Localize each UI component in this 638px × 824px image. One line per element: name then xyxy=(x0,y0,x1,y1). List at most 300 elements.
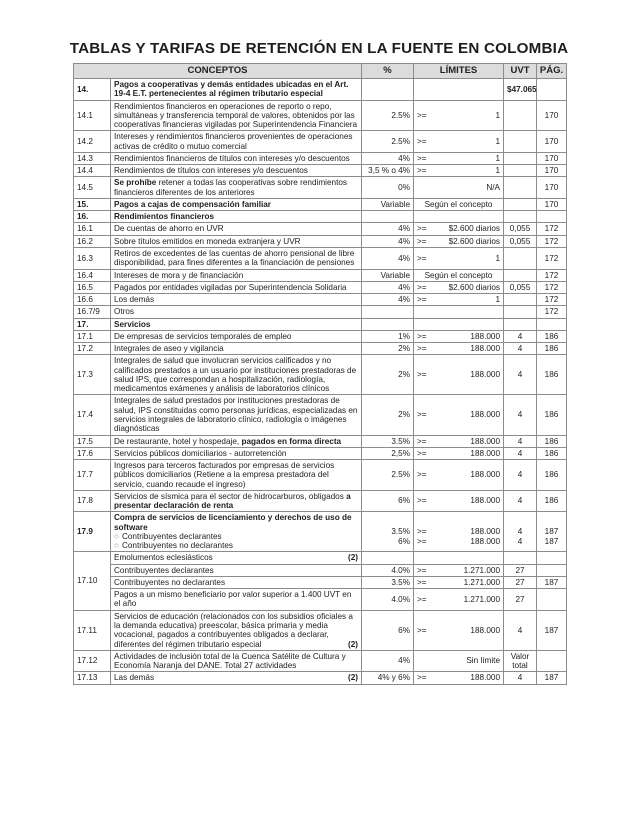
row-pct: 6% xyxy=(362,490,414,512)
limit-cell xyxy=(414,306,504,318)
row-pct: 2% xyxy=(362,395,414,435)
row-pag: 186 xyxy=(537,435,567,447)
limit-row xyxy=(417,537,500,546)
table-row xyxy=(74,395,567,435)
row-pct: 6% xyxy=(362,610,414,650)
row-uvt: 27 xyxy=(504,576,537,588)
row-code: 16.4 xyxy=(74,269,111,281)
concept-text: De empresas de servicios temporales de empleo xyxy=(114,331,292,341)
row-code: 16.7/9 xyxy=(74,306,111,318)
row-uvt: 27 xyxy=(504,589,537,611)
row-concept xyxy=(111,552,362,564)
row-pag: 172 xyxy=(537,294,567,306)
limit-value: $2.600 diarios xyxy=(448,282,501,292)
row-code: 16.2 xyxy=(74,235,111,247)
limit-row xyxy=(417,578,500,587)
limit-operator: >= xyxy=(417,253,427,263)
row-uvt: 4 xyxy=(504,490,537,512)
row-concept xyxy=(111,211,362,223)
row-pag: 172 xyxy=(537,235,567,247)
row-uvt: 0,055 xyxy=(504,223,537,235)
table-row xyxy=(74,131,567,153)
limit-value: 1 xyxy=(495,295,501,305)
limit-value: 188.000 xyxy=(470,536,501,546)
concept-text: Ingresos para terceros facturados por empresas de servicios públicos domiciliarios (Retiene a la empresa prestadora del servicio, cuando recaude el ingreso) xyxy=(114,461,335,489)
limit-cell xyxy=(414,235,504,247)
row-concept xyxy=(111,223,362,235)
row-uvt xyxy=(504,318,537,330)
table-row xyxy=(74,223,567,235)
concept-text: Rendimientos financieros en operaciones de reporto o repo, simultáneas y transferencia temporal de valores, obtenidos por las cooperativas financieras vigiladas por Superintendencia Financiera xyxy=(114,101,358,130)
pag-spacer xyxy=(540,518,563,527)
table-row xyxy=(74,650,567,672)
limit-row xyxy=(417,673,500,682)
row-pct: 2% xyxy=(362,355,414,395)
table-row xyxy=(74,100,567,131)
row-code: 17.12 xyxy=(74,650,111,672)
limit-value: 188.000 xyxy=(470,436,501,446)
row-pag xyxy=(537,512,567,552)
limit-operator: >= xyxy=(417,594,427,604)
limit-operator: >= xyxy=(417,536,427,546)
row-pag: 187 xyxy=(537,576,567,588)
row-concept xyxy=(111,100,362,131)
table-row xyxy=(74,294,567,306)
sub-item-label: Contribuyentes no declarantes xyxy=(121,541,234,551)
row-concept xyxy=(111,318,362,330)
limit-operator: >= xyxy=(417,496,427,506)
row-concept: Contribuyentes declarantes xyxy=(111,564,362,576)
concept-text: Pagos a cooperativas y demás entidades ubicadas en el Art. 19-4 E.T. pertenecientes al régimen tributario especial xyxy=(114,80,349,99)
row-uvt xyxy=(504,247,537,269)
header-pct: % xyxy=(362,64,414,79)
row-code: 17.7 xyxy=(74,460,111,491)
row-uvt xyxy=(504,552,537,564)
row-pag: 186 xyxy=(537,355,567,395)
row-code: 17.5 xyxy=(74,435,111,447)
concept-text: Pagos a cajas de compensación familiar xyxy=(114,199,271,209)
sub-item xyxy=(114,541,358,550)
row-pct: Variable xyxy=(362,269,414,281)
table-header-row xyxy=(74,64,567,79)
row-pag: 170 xyxy=(537,100,567,131)
row-pct xyxy=(362,79,414,101)
row-uvt: 0,055 xyxy=(504,281,537,293)
row-pag: 186 xyxy=(537,460,567,491)
limit-row xyxy=(417,410,500,419)
row-pag: 172 xyxy=(537,281,567,293)
limit-cell xyxy=(414,610,504,650)
limit-row xyxy=(417,283,500,292)
limit-value: 188.000 xyxy=(470,625,501,635)
row-pct: 4% xyxy=(362,247,414,269)
concept-text: Rendimientos financieros de títulos con intereses y/o descuentos xyxy=(114,153,350,163)
limit-operator: >= xyxy=(417,448,427,458)
row-code: 14.2 xyxy=(74,131,111,153)
row-pct xyxy=(362,306,414,318)
row-pct xyxy=(362,552,414,564)
limit-cell: Según el concepto xyxy=(414,269,504,281)
row-code: 16. xyxy=(74,211,111,223)
limit-cell xyxy=(414,564,504,576)
limit-row xyxy=(417,154,500,163)
row-uvt: $47.065 xyxy=(504,79,537,101)
limit-value: 188.000 xyxy=(470,527,501,537)
limit-value: 1 xyxy=(495,253,501,263)
limit-cell xyxy=(414,281,504,293)
row-uvt: 4 xyxy=(504,395,537,435)
concept-bold-text: Compra de servicios de licenciamiento y derechos de uso de software xyxy=(114,513,352,532)
table-row xyxy=(74,343,567,355)
row-concept xyxy=(111,672,362,684)
concept-text: Sobre títulos emitidos en moneda extranjera y UVR xyxy=(114,236,301,246)
table-row xyxy=(74,672,567,684)
row-code: 17.11 xyxy=(74,610,111,650)
limit-row xyxy=(417,137,500,146)
limit-operator: >= xyxy=(417,153,427,163)
limit-operator: >= xyxy=(417,295,427,305)
limit-value: 1.271.000 xyxy=(463,594,501,604)
row-pag xyxy=(537,552,567,564)
row-concept xyxy=(111,395,362,435)
limit-cell xyxy=(414,343,504,355)
row-pag: 186 xyxy=(537,395,567,435)
row-pct: 4% xyxy=(362,152,414,164)
row-concept xyxy=(111,152,362,164)
row-uvt: 4 xyxy=(504,447,537,459)
page-title: TABLAS Y TARIFAS DE RETENCIÓN EN LA FUENTE EN COLOMBIA xyxy=(69,40,569,57)
row-code: 16.1 xyxy=(74,223,111,235)
limit-row xyxy=(417,237,500,246)
limit-cell xyxy=(414,100,504,131)
concept-text: Rendimientos financieros xyxy=(114,212,215,222)
row-concept xyxy=(111,490,362,512)
limit-operator: >= xyxy=(417,370,427,380)
limit-cell xyxy=(414,152,504,164)
row-pct xyxy=(362,318,414,330)
limit-operator: >= xyxy=(417,527,427,537)
row-code: 16.3 xyxy=(74,247,111,269)
table-row xyxy=(74,576,567,588)
row-uvt xyxy=(504,306,537,318)
table-row xyxy=(74,281,567,293)
header-pag: PÁG. xyxy=(537,64,567,79)
row-pag: 172 xyxy=(537,306,567,318)
limit-row xyxy=(417,254,500,263)
row-pct: 4% xyxy=(362,294,414,306)
row-concept xyxy=(111,281,362,293)
row-uvt xyxy=(504,131,537,153)
limit-cell xyxy=(414,650,504,672)
limit-cell xyxy=(414,177,504,199)
limit-operator: >= xyxy=(417,136,427,146)
row-code: 16.5 xyxy=(74,281,111,293)
row-concept xyxy=(111,294,362,306)
row-code: 17. xyxy=(74,318,111,330)
row-uvt xyxy=(504,177,537,199)
limit-row xyxy=(417,437,500,446)
limit-value: 1.271.000 xyxy=(463,577,501,587)
table-row xyxy=(74,460,567,491)
row-pct xyxy=(362,211,414,223)
row-pct: 0% xyxy=(362,177,414,199)
concept-note: (2) xyxy=(348,639,359,649)
row-pag xyxy=(537,211,567,223)
row-concept xyxy=(111,512,362,552)
concept-bold-text: pagados en forma directa xyxy=(241,436,342,446)
limit-value: 188.000 xyxy=(470,470,501,480)
row-uvt xyxy=(504,294,537,306)
limit-operator: >= xyxy=(417,436,427,446)
table-row xyxy=(74,512,567,552)
concept-note: (2) xyxy=(348,553,359,563)
concept-text: Integrales de salud prestados por instituciones prestadoras de salud, IPS constituidas como personas jurídicas, especializadas en servicios integrales de laboratorio clínico, radiología o imágenes diagnósticas xyxy=(114,396,358,434)
limit-operator: >= xyxy=(417,410,427,420)
row-code: 16.6 xyxy=(74,294,111,306)
limit-row xyxy=(417,111,500,120)
limit-operator: >= xyxy=(417,110,427,120)
limit-operator: >= xyxy=(417,236,427,246)
limit-cell xyxy=(414,552,504,564)
concept-text: Emolumentos eclesiásticos xyxy=(114,553,213,563)
row-concept xyxy=(111,235,362,247)
row-uvt: 4 xyxy=(504,610,537,650)
row-pct: 2.5% xyxy=(362,131,414,153)
table-row xyxy=(74,330,567,342)
row-pag: 170 xyxy=(537,177,567,199)
row-concept xyxy=(111,131,362,153)
limit-cell xyxy=(414,330,504,342)
header-limites: LÍMITES xyxy=(414,64,504,79)
concept-text: Pagados por entidades vigiladas por Superintendencia Solidaria xyxy=(114,282,347,292)
pct-value: 3.5% xyxy=(391,527,411,537)
limit-operator: >= xyxy=(417,224,427,234)
concept-text: Rendimientos de títulos con intereses y/o descuentos xyxy=(114,166,308,176)
table-row xyxy=(74,552,567,564)
row-concept xyxy=(111,330,362,342)
row-uvt: 4 xyxy=(504,355,537,395)
limit-value: 188.000 xyxy=(470,448,501,458)
limit-value: 188.000 xyxy=(470,344,501,354)
table-row xyxy=(74,447,567,459)
row-uvt: 4 xyxy=(504,343,537,355)
limit-value: 188.000 xyxy=(470,673,501,683)
limit-value: 1.271.000 xyxy=(463,565,501,575)
row-pct: 3.5% xyxy=(362,435,414,447)
concept-bold-text: Se prohíbe xyxy=(114,178,157,188)
row-concept xyxy=(111,198,362,210)
table-row xyxy=(74,247,567,269)
concept-text: Retiros de excedentes de las cuentas de ahorro pensional de libre disponibilidad, para fines diferentes a la financiación de pensiones xyxy=(114,248,355,268)
table-row xyxy=(74,211,567,223)
limit-cell xyxy=(414,395,504,435)
row-code: 17.13 xyxy=(74,672,111,684)
table-row xyxy=(74,198,567,210)
limit-row xyxy=(417,595,500,604)
row-code: 14.4 xyxy=(74,165,111,177)
limit-spacer xyxy=(417,518,500,527)
table-row xyxy=(74,177,567,199)
concept-text: Intereses de mora y de financiación xyxy=(114,270,244,280)
limit-row xyxy=(417,166,500,175)
concept-text: De restaurante, hotel y hospedaje, xyxy=(114,436,242,446)
concept-text: Los demás xyxy=(114,295,155,305)
row-concept: Pagos a un mismo beneficiario por valor superior a 1.400 UVT en el año xyxy=(111,589,362,611)
row-uvt: 4 xyxy=(504,435,537,447)
row-pag: 187 xyxy=(537,610,567,650)
limit-row xyxy=(417,344,500,353)
row-concept xyxy=(111,269,362,281)
row-pag xyxy=(537,564,567,576)
row-pct: 4% xyxy=(362,223,414,235)
limit-row xyxy=(417,224,500,233)
limit-cell xyxy=(414,79,504,101)
row-concept xyxy=(111,343,362,355)
retention-table xyxy=(73,63,567,685)
concept-text: Integrales de aseo y vigilancia xyxy=(114,344,224,354)
concept-text: De cuentas de ahorro en UVR xyxy=(114,224,224,234)
limit-value: 1 xyxy=(495,166,501,176)
row-pag: 186 xyxy=(537,490,567,512)
row-pag: 186 xyxy=(537,330,567,342)
table-row xyxy=(74,355,567,395)
header-conceptos: CONCEPTOS xyxy=(74,64,362,79)
row-pct: 4% xyxy=(362,281,414,293)
concept-text: Otros xyxy=(114,307,135,317)
table-body xyxy=(74,79,567,685)
limit-row xyxy=(417,626,500,635)
limit-operator: >= xyxy=(417,565,427,575)
limit-value: 188.000 xyxy=(470,410,501,420)
row-pag: 186 xyxy=(537,447,567,459)
limit-row xyxy=(417,295,500,304)
row-uvt: Valor total xyxy=(504,650,537,672)
row-pct: 3.5% xyxy=(362,576,414,588)
row-pag: 172 xyxy=(537,223,567,235)
limit-operator: >= xyxy=(417,577,427,587)
row-code: 17.3 xyxy=(74,355,111,395)
row-code: 15. xyxy=(74,198,111,210)
uvt-value: 4 xyxy=(517,527,523,537)
limit-cell xyxy=(414,512,504,552)
row-pag xyxy=(537,589,567,611)
row-code: 14.3 xyxy=(74,152,111,164)
table-row xyxy=(74,435,567,447)
row-code: 14. xyxy=(74,79,111,101)
row-pct: 3,5 % o 4% xyxy=(362,165,414,177)
limit-value: 1 xyxy=(495,136,501,146)
row-pct: 4% xyxy=(362,235,414,247)
row-uvt xyxy=(504,198,537,210)
uvt-value: 4 xyxy=(517,536,523,546)
limit-value: N/A xyxy=(486,183,501,193)
row-uvt xyxy=(504,211,537,223)
table-row xyxy=(74,269,567,281)
table-row xyxy=(74,564,567,576)
row-pct: Variable xyxy=(362,198,414,210)
row-uvt xyxy=(504,152,537,164)
concept-text: Servicios públicos domiciliarios - autorretención xyxy=(114,448,287,458)
row-pct: 4.0% xyxy=(362,589,414,611)
row-concept xyxy=(111,447,362,459)
limit-value: $2.600 diarios xyxy=(448,224,501,234)
row-code: 17.9 xyxy=(74,512,111,552)
row-pag: 187 xyxy=(537,672,567,684)
row-code: 17.1 xyxy=(74,330,111,342)
row-concept xyxy=(111,306,362,318)
circle-bullet-icon: ○ xyxy=(114,541,119,551)
row-uvt: 27 xyxy=(504,564,537,576)
concept-text: Las demás xyxy=(114,673,155,683)
limit-cell: Según el concepto xyxy=(414,198,504,210)
limit-cell xyxy=(414,447,504,459)
row-pag xyxy=(537,79,567,101)
row-code: 17.10 xyxy=(74,552,111,610)
row-pct: 4% y 6% xyxy=(362,672,414,684)
limit-operator: >= xyxy=(417,673,427,683)
row-code: 17.6 xyxy=(74,447,111,459)
row-concept xyxy=(111,247,362,269)
concept-note: (2) xyxy=(348,673,359,683)
table-row xyxy=(74,306,567,318)
pag-value: 187 xyxy=(544,527,559,537)
row-concept xyxy=(111,460,362,491)
concept-text: Servicios xyxy=(114,319,151,329)
row-pag: 172 xyxy=(537,247,567,269)
row-pag: 170 xyxy=(537,152,567,164)
limit-cell xyxy=(414,131,504,153)
sub-item-label: Contribuyentes declarantes xyxy=(121,531,222,541)
row-pag: 170 xyxy=(537,131,567,153)
concept-text: Actividades de inclusión total de la Cuenca Satélite de Cultura y Economía Naranja del DANE. Total 27 actividades xyxy=(114,651,346,671)
table-row xyxy=(74,235,567,247)
row-pag: 170 xyxy=(537,165,567,177)
limit-operator: >= xyxy=(417,166,427,176)
pag-value: 187 xyxy=(544,536,559,546)
table-row xyxy=(74,589,567,611)
limit-operator: >= xyxy=(417,344,427,354)
concept-text: Servicios de educación (relacionados con los subsidios oficiales a la demanda educativa) preescolar, básica primaria y media vocacional, pagados a contribuyentes obligados a declarar, diferentes del régimen tributario especial xyxy=(114,611,353,649)
row-uvt xyxy=(504,269,537,281)
limit-value: 1 xyxy=(495,110,501,120)
row-code: 17.2 xyxy=(74,343,111,355)
row-pct: 4% xyxy=(362,650,414,672)
limit-cell xyxy=(414,435,504,447)
row-pct xyxy=(362,512,414,552)
limit-row xyxy=(417,527,500,536)
row-code: 14.5 xyxy=(74,177,111,199)
limit-operator: >= xyxy=(417,331,427,341)
row-concept xyxy=(111,435,362,447)
circle-bullet-icon: ○ xyxy=(114,531,119,541)
table-row xyxy=(74,152,567,164)
limit-cell xyxy=(414,294,504,306)
row-concept xyxy=(111,165,362,177)
row-pag xyxy=(537,650,567,672)
concept-text: Intereses y rendimientos financieros provenientes de operaciones activas de crédito o mutuo comercial xyxy=(114,132,353,151)
row-uvt xyxy=(504,165,537,177)
row-pct: 2,5% xyxy=(362,447,414,459)
limit-cell xyxy=(414,211,504,223)
limit-value: 188.000 xyxy=(470,496,501,506)
limit-cell xyxy=(414,490,504,512)
row-concept xyxy=(111,650,362,672)
header-uvt: UVT xyxy=(504,64,537,79)
limit-value: Sin límite xyxy=(466,656,501,666)
limit-value: 188.000 xyxy=(470,331,501,341)
row-code: 14.1 xyxy=(74,100,111,131)
concept-bold-text: a presentar declaración de renta xyxy=(114,491,351,511)
